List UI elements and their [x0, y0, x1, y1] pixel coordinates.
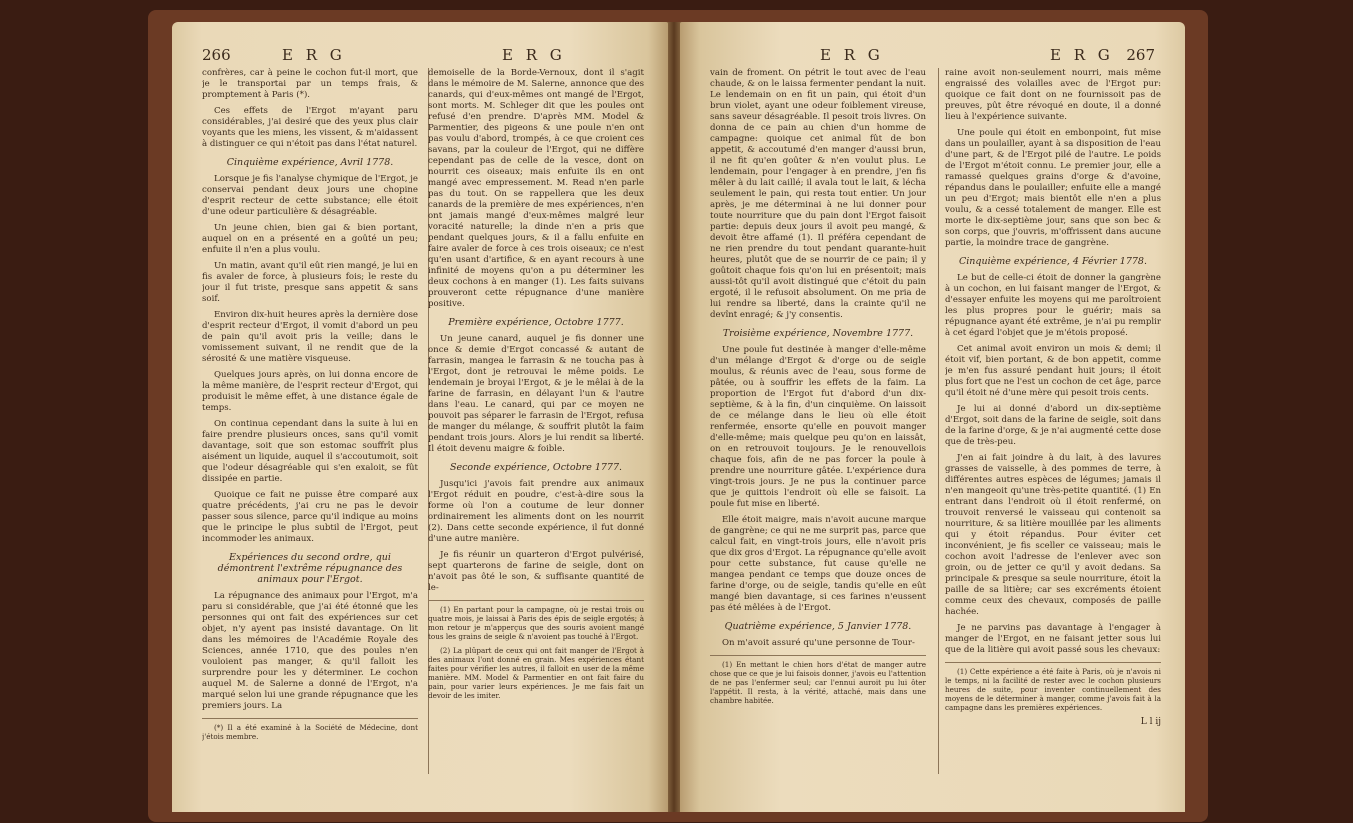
paragraph: Jusqu'ici j'avois fait prendre aux animaux l'Ergot réduit en poudre, c'est-à-dire sous la forme où l'on a coutume de leur donner ordinairement les aliments dont on les nourrit (2). Dans cette seconde expérience, il fut donné d'une autre manière. [428, 479, 644, 544]
right-column-1 [710, 68, 926, 804]
paragraph: confrères, car à peine le cochon fut-il mort, que je le transportai par un temps frais, & promptement à Paris (*). [202, 68, 418, 100]
page-number: 267 [1126, 46, 1155, 64]
footnote: (*) Il a été examiné à la Société de Médecine, dont j'étois membre. [202, 723, 418, 741]
right-page [680, 22, 1185, 812]
paragraph: Lorsque je fis l'analyse chymique de l'Ergot, je conservai pendant deux jours une chopine d'esprit recteur de cette substance; elle étoit d'une odeur particulière & désagréable. [202, 174, 418, 217]
section-heading: Seconde expérience, Octobre 1777. [449, 462, 623, 473]
footnote-block [945, 662, 1161, 712]
paragraph: Environ dix-huit heures après la dernière dose d'esprit recteur d'Ergot, il vomit d'abord un peu de pain qu'il avoit pris la veille; dans le vomissement suivant, il ne rendit que de la sérosité & une matière visqueuse. [202, 310, 418, 364]
footnote: (2) La plûpart de ceux qui ont fait manger de l'Ergot à des animaux l'ont donné en grain. Mes expériences étant faites pour vérifier les autres, il falloit en user de la même manière. MM. Model & Parmentier en ont fait faire du pain, pour varier leurs expériences. Je me fais fait un devoir de les imiter. [428, 646, 644, 700]
running-head: E R G [1050, 46, 1114, 64]
paragraph: demoiselle de la Borde-Vernoux, dont il s'agit dans le mémoire de M. Salerne, annonce que des canards, qui d'eux-mêmes ont mangé de l'Ergot, sont morts. M. Schleger dit que les poules ont refusé d'en prendre. D'après MM. Model & Parmentier, des pigeons & une poule n'en ont pas voulu d'abord, trompés, à ce que croient ces savans, par la couleur de l'Ergot, qui ne diffère cependant pas de celle de la vesce, dont on nourrit ces oiseaux; mais enfuite ils en ont mangé avec empressement. M. Read n'en parle pas du tout. On se rappellera que les deux canards de la première de mes expériences, n'en ont jamais mangé d'eux-mêmes malgré leur voracité naturelle; la dinde n'en a pris que pendant quelques jours, & il a fallu enfuite en faire avaler de force à ces trois oiseaux; ce n'est qu'en usant d'artifice, & en ayant recours à une infinité de moyens qu'on a pu déterminer les deux cochons à en manger (1). Les faits suivans prouveront cette répugnance d'une manière positive. [428, 68, 644, 309]
paragraph: Je lui ai donné d'abord un dix-septième d'Ergot, soit dans de la farine de seigle, soit dans de la farine d'orge, & je n'ai augmenté cette dose que de très-peu. [945, 404, 1161, 447]
paragraph: Cet animal avoit environ un mois & demi; il étoit vif, bien portant, & de bon appetit, comme je m'en fus assuré pendant huit jours; il étoit plus fort que ne l'est un cochon de cet âge, parce qu'il étoit né d'une mère qui pesoit trois cents. [945, 344, 1161, 398]
paragraph: Quoique ce fait ne puisse être comparé aux quatre précédents, j'ai cru ne pas le devoir passer sous silence, parce qu'il indique au moins que le principe le plus subtil de l'Ergot, peut incommoder les animaux. [202, 490, 418, 544]
paragraph: vain de froment. On pétrit le tout avec de l'eau chaude, & on le laissa fermenter pendant la nuit. Le lendemain on en fit un pain, qui étoit d'un brun violet, ayant une odeur foiblement vireuse, sans saveur désagréable. Il pesoit trois livres. On donna de ce pain au chien d'un homme de campagne: quoique cet animal fût de bon appetit, & accoutumé d'en manger d'aussi brun, il ne fit qu'en goûter & n'en voulut plus. Le lendemain, pour l'engager à en prendre, j'en fis mêler à du lait caillé; il avala tout le lait, & lécha seulement le pain, qui resta tout entier. Un jour après, je me déterminai à ne lui donner pour toute nourriture que du pain dont l'Ergot faisoit partie: depuis deux jours il avoit peu mangé, & devoit être affamé (1). Il préféra cependant de ne rien prendre du tout pendant quarante-huit heures, plutôt que de se nourrir de ce pain; il y goûtoit chaque fois qu'on lui en présentoit; mais aussi-tôt qu'il avoit distingué que c'étoit du pain ergoté, il le refusoit absolument. On me pria de lui rendre sa liberté, dans la crainte qu'il ne devînt enragé; & j'y consentis. [710, 68, 926, 320]
section-heading: Cinquième expérience, 4 Février 1778. [958, 256, 1147, 267]
left-column-1 [202, 68, 418, 804]
paragraph: On continua cependant dans la suite à lui en faire prendre plusieurs onces, sans qu'il vomit davantage, soit que son estomac souffrît plus aisément un liquide, auquel il s'accoutumoit, soit que l'odeur désagréable qui s'en exaloit, se fût dissipée en partie. [202, 419, 418, 484]
paragraph: On m'avoit assuré qu'une personne de Tour- [722, 638, 915, 648]
paragraph: J'en ai fait joindre à du lait, à des lavures grasses de vaisselle, à des pommes de terre, à différentes autres espèces de légumes; jamais il n'en mangeoit qu'une très-petite quantité. (1) En entrant dans l'endroit où il étoit renfermé, on trouvoit renversé le vaisseau qui contenoit sa nourriture, & sa litière mouillée par les aliments qui y étoit répandus. Pour éviter cet inconvénient, je fis sceller ce vaisseau; mais le cochon avoit l'adresse de l'enlever avec son groin, ou de jetter ce qu'il y avoit dedans. Sa principale & presque sa seule nourriture, étoit la paille de sa litière; car ses excréments étoient comme ceux des chevaux, composés de paille hachée. [945, 453, 1161, 617]
right-page-columns [710, 68, 1161, 804]
paragraph: Le but de celle-ci étoit de donner la gangrène à un cochon, en lui faisant manger de l'Ergot, & d'essayer enfuite les moyens qui me paroîtroient les plus propres pour le guérir; mais sa répugnance ayant été extrême, je n'ai pu remplir à cet égard l'objet que je m'étois proposé. [945, 273, 1161, 338]
running-head: E R G [502, 46, 566, 64]
footnote-block [710, 655, 926, 705]
right-column-2 [945, 68, 1161, 804]
footnote: (1) En partant pour la campagne, où je restai trois ou quatre mois, je laissai à Paris des épis de seigle ergotés; à mon retour je m'apperçus que des souris avoient mangé tous les grains de seigle & n'avoient pas touché à l'Ergot. [428, 605, 644, 641]
footnote-block [202, 718, 418, 741]
signature-mark: L l ij [1140, 717, 1161, 727]
section-heading: Première expérience, Octobre 1777. [448, 317, 624, 328]
running-head: E R G [820, 46, 884, 64]
page-number: 266 [202, 46, 231, 64]
paragraph: Un jeune canard, auquel je fis donner une once & demie d'Ergot concassé & autant de farrasin, mangea le farrasin & ne toucha pas à l'Ergot, dont je retrouvai le même poids. Le lendemain je broyai l'Ergot, & je le mêlai à de la farine de farrasin, en délayant l'un & l'autre dans l'eau. Le canard, qui par ce moyen ne pouvoit pas séparer le farrasin de l'Ergot, refusa de manger du mélange, & souffrit plutôt la faim pendant trois jours. Alors je lui rendit sa liberté. Il étoit devenu maigre & foible. [428, 334, 644, 454]
section-heading: Expériences du second ordre, qui démontrent l'extrême répugnance des animaux pour l'Ergot. [217, 552, 403, 585]
left-column-2 [428, 68, 644, 804]
paragraph: raine avoit non-seulement nourri, mais même engraissé des volailles avec de l'Ergot pur: quoique ce fait dont on ne fournissoit pas de preuves, pût être révoqué en doute, il a donné lieu à l'expérience suivante. [945, 68, 1161, 122]
paragraph: Quelques jours après, on lui donna encore de la même manière, de l'esprit recteur d'Ergot, qui produisit le même effet, à une distance égale de temps. [202, 370, 418, 413]
footnote: (1) En mettant le chien hors d'état de manger autre chose que ce que je lui faisois donner, j'avois eu l'attention de ne pas l'enfermer seul; car l'ennui auroit pu lui ôter l'appétit. Il resta, à la vérité, attaché, mais dans une chambre habitée. [710, 660, 926, 705]
section-heading: Cinquième expérience, Avril 1778. [226, 157, 394, 168]
footnote: (1) Cette expérience a été faite à Paris, où je n'avois ni le temps, ni la facilité de rester avec le cochon plusieurs heures de suite, pour inventer continuellement des moyens de le déterminer à manger, comme j'avois fait à la campagne dans les premières expériences. [945, 667, 1161, 712]
left-page-columns [202, 68, 644, 804]
paragraph: Elle étoit maigre, mais n'avoit aucune marque de gangrène; ce qui ne me surprit pas, parce que calcul fait, en vingt-trois jours, elle n'avoit pris que dix gros d'Ergot. La répugnance qu'elle avoit pour cette substance, fut cause qu'elle ne mangea pendant ce temps que douze onces de farine d'orge, ou de seigle, tandis qu'elle en eût mangé bien davantage, si ces farines n'eussent pas été mêlées à de l'Ergot. [710, 515, 926, 613]
right-page-header [710, 46, 1155, 68]
paragraph: Un jeune chien, bien gai & bien portant, auquel on en a présenté en a goûté un peu; enfuite il n'en a plus voulu. [202, 223, 418, 255]
paragraph: Un matin, avant qu'il eût rien mangé, je lui en fis avaler de force, à plusieurs fois; le reste du jour il fut triste, presque sans appetit & sans soif. [202, 261, 418, 304]
footnote-block [428, 600, 644, 700]
paragraph: La répugnance des animaux pour l'Ergot, m'a paru si considérable, que j'ai été étonné que les personnes qui ont fait des expériences sur cet objet, n'y ayent pas insisté davantage. On lit dans les mémoires de l'Académie Royale des Sciences, année 1710, que des poules n'en vouloient pas manger, & qu'il falloit les surprendre pour les y déterminer. Le cochon auquel M. de Salerne a donné de l'Ergot, n'a marqué selon lui une grande répugnance que les premiers jours. La [202, 591, 418, 711]
paragraph: Je ne parvins pas davantage à l'engager à manger de l'Ergot, en ne faisant jetter sous lui que de la litière qui avoit passé sous les chevaux: [945, 623, 1161, 655]
section-heading: Troisième expérience, Novembre 1777. [722, 328, 914, 339]
paragraph: Une poule fut destinée à manger d'elle-même d'un mélange d'Ergot & d'orge ou de seigle moulus, & réunis avec de l'eau, sous forme de pâtée, ou à souffrir les effets de la faim. La proportion de l'Ergot fut d'abord d'un dix-septième, & à la fin, d'un cinquième. On laissoit de ce mélange dans le lieu où elle étoit renfermée, ensorte qu'elle en pouvoit manger d'elle-même; mais quelque peu qu'on en laissât, on en retrouvoit toujours. Je le renouvellois chaque fois, afin de ne pas forcer la poule à prendre une nourriture gâtée. L'expérience dura vingt-trois jours. Je ne pus la continuer parce que je quittois l'endroit où elle se faisoit. La poule fut mise en liberté. [710, 345, 926, 509]
paragraph: Ces effets de l'Ergot m'ayant paru considérables, j'ai desiré que des yeux plus clair voyants que les miens, les vissent, & m'aidassent à distinguer ce qui n'étoit pas dans l'état naturel. [202, 106, 418, 149]
left-page-header [202, 46, 638, 68]
section-heading: Quatrième expérience, 5 Janvier 1778. [724, 621, 912, 632]
paragraph: Je fis réunir un quarteron d'Ergot pulvérisé, sept quarterons de farine de seigle, dont on n'avoit pas ôté le son, & suffisante quantité de le- [428, 550, 644, 593]
running-head: E R G [282, 46, 346, 64]
left-page [172, 22, 668, 812]
column-rule [938, 68, 939, 774]
paragraph: Une poule qui étoit en embonpoint, fut mise dans un poulailler, ayant à sa disposition de l'eau d'une part, & de l'Ergot pilé de l'autre. Le poids de l'Ergot m'étoit connu. Le premier jour, elle a ramassé quelques grains d'orge & d'avoine, répandus dans le poulailler; enfuite elle a mangé un peu d'Ergot; mais bientôt elle n'en a plus voulu, & a cessé totalement de manger. Elle est morte le dix-septième jour, sans que son bec & son corps, que j'ouvris, m'offrissent dans aucune partie, la moindre trace de gangrène. [945, 128, 1161, 248]
